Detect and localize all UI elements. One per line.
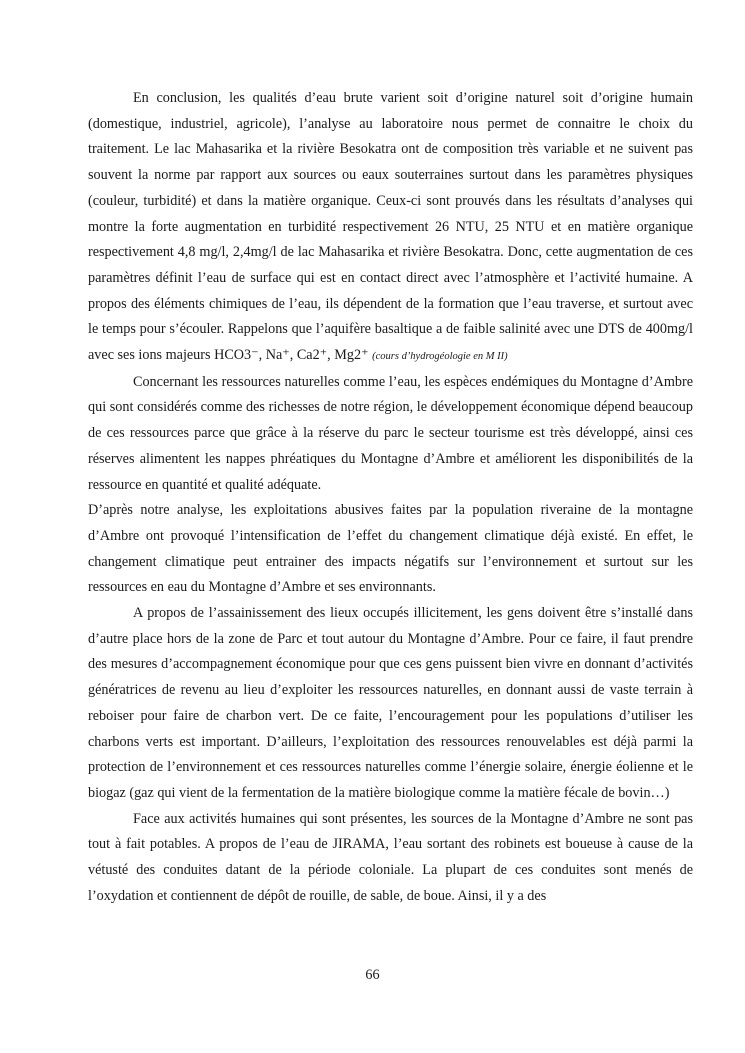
document-page	[88, 86, 693, 910]
paragraph-conclusion	[88, 86, 693, 370]
paragraph-sanitation: A propos de l’assainissement des lieux occupés illicitement, les gens doivent être s’installé dans d’autre place hors de la zone de Parc et tout autour du Montagne d’Ambre. Pour ce faire, il faut prendre des mesures d’accompagnement économique pour que ces gens puissent bien vivre en donnant d’activités génératrices de revenu au lieu d’exploiter les ressources naturelles, en donnant aussi de vaste terrain à reboiser pour faire de charbon vert. De ce faite, l’encouragement pour les populations d’utiliser les charbons verts est important. D’ailleurs, l’exploitation des ressources renouvelables est déjà parmi la protection de l’environnement et ces ressources naturelles comme l’énergie solaire, énergie éolienne et le biogaz (gaz qui vient de la fermentation de la matière biologique comme la matière fécale de bovin…)	[88, 605, 693, 801]
paragraph-human-activities: Face aux activités humaines qui sont présentes, les sources de la Montagne d’Ambre ne sont pas tout à fait potables. A propos de l’eau de JIRAMA, l’eau sortant des robinets est boueuse à cause de la vétusté des conduites datant de la période coloniale. La plupart de ces conduites sont menés de l’oxydation et contiennent de dépôt de rouille, de sable, de boue. Ainsi, il y a des	[88, 810, 693, 904]
paragraph-analysis: D’après notre analyse, les exploitations abusives faites par la population riveraine de la montagne d’Ambre ont provoqué l’intensification de l’effet du changement climatique déjà existé. En effet, le changement climatique peut entrainer des impacts négatifs sur l’environnement et surtout sur les ressources en eau du Montagne d’Ambre et ses environnants.	[88, 502, 693, 596]
page-number: 66	[365, 967, 380, 983]
course-reference: (cours d’hydrogéologie en M II)	[372, 351, 508, 363]
paragraph-natural-resources: Concernant les ressources naturelles comme l’eau, les espèces endémiques du Montagne d’Ambre qui sont considérés comme des richesses de notre région, le développement économique dépend beaucoup de ces ressources parce que grâce à la réserve du parc le secteur tourisme est très développé, ainsi ces réserves alimentent les nappes phréatiques du Montagne d’Ambre et améliorent les disponibilités de la ressource en quantité et qualité adéquate.	[88, 373, 693, 493]
paragraph-text: En conclusion, les qualités d’eau brute varient soit d’origine naturel soit d’origine humain (domestique, industriel, agricole), l’analyse au laboratoire nous permet de connaitre le choix du traitement. Le lac Mahasarika et la rivière Besokatra ont de composition très variable et ne suivent pas souvent la norme par rapport aux sources ou eaux souterraines surtout dans les paramètres physiques (couleur, turbidité) et dans la matière organique. Ceux-ci sont prouvés dans les résultats d’analyses qui montre la forte augmentation en turbidité respectivement 26 NTU, 25 NTU et en matière organique respectivement 4,8 mg/l, 2,4mg/l de lac Mahasarika et rivière Besokatra. Donc, cette augmentation de ces paramètres définit l’eau de surface qui est en contact direct avec l’atmosphère et l’activité humaine. A propos des éléments chimiques de l’eau, ils dépendent de la formation que l’eau traverse, et surtout avec le temps pour s’écouler. Rappelons que l’aquifère basaltique a de faible salinité avec une DTS de 400mg/l avec ses ions majeurs HCO3⁻, Na⁺, Ca2⁺, Mg2⁺	[88, 90, 693, 364]
